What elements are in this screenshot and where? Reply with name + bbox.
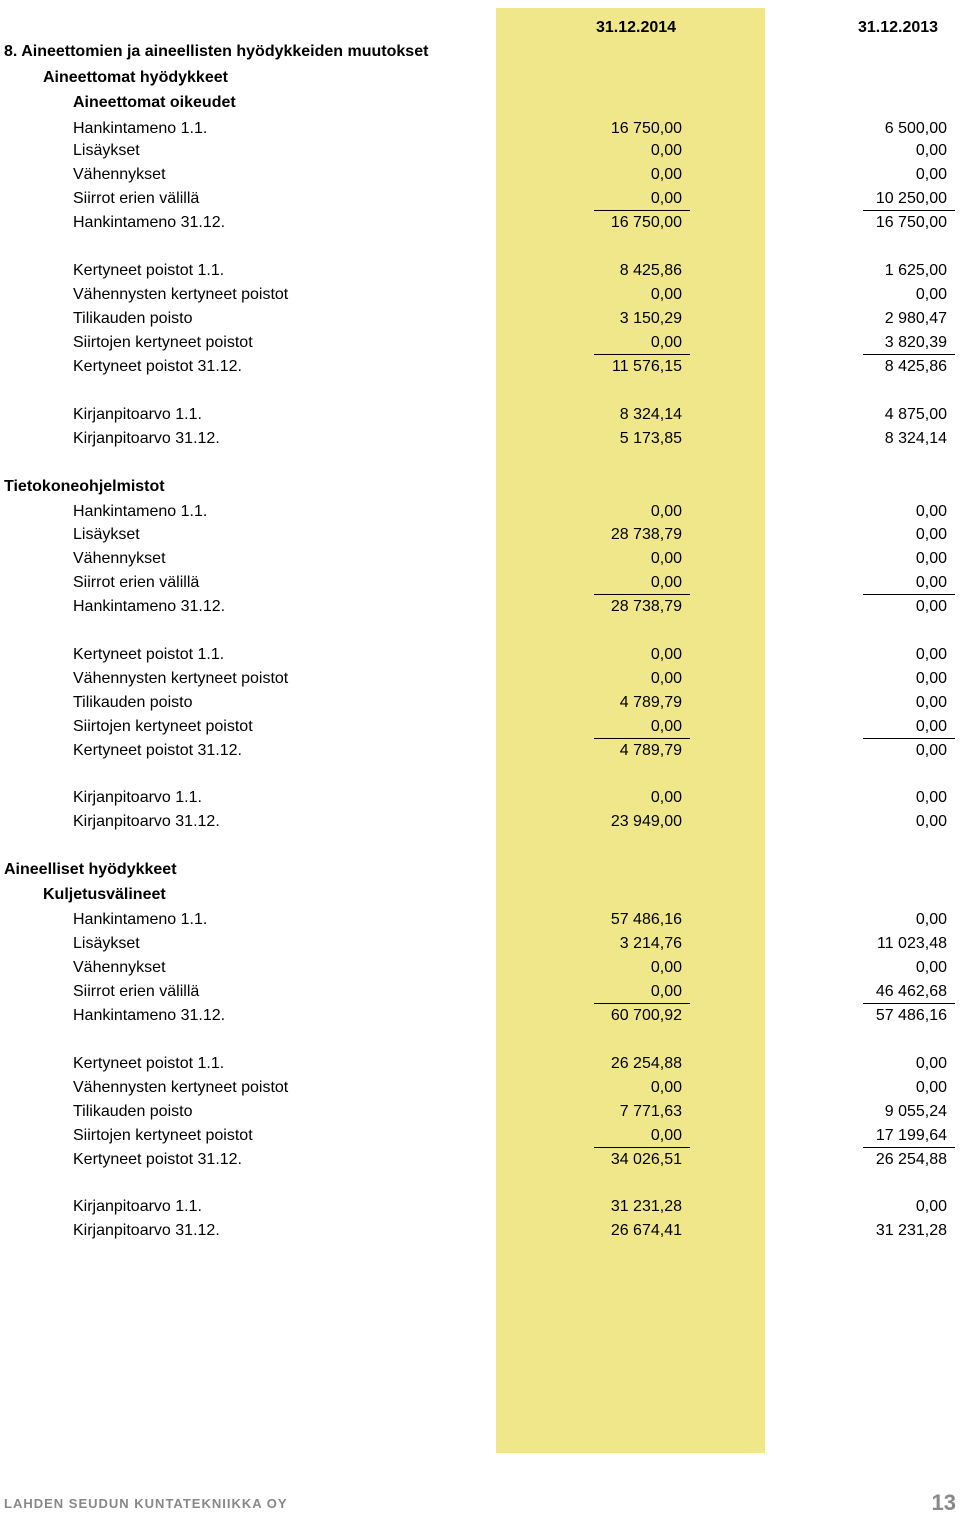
value-2014: 0,00 <box>650 670 682 687</box>
value-2014: 0,00 <box>650 959 682 976</box>
subtotal-rule-2013 <box>863 738 955 739</box>
value-2014: 7 771,63 <box>619 1103 682 1120</box>
row-label: Vähennysten kertyneet poistot <box>73 670 289 687</box>
subtotal-rule-2014 <box>594 210 690 211</box>
row-label: Siirtojen kertyneet poistot <box>73 718 253 735</box>
value-2014: 0,00 <box>650 1127 682 1144</box>
value-2013: 9 055,24 <box>884 1103 947 1120</box>
value-2013: 10 250,00 <box>875 190 947 207</box>
value-2014: 0,00 <box>650 550 682 567</box>
row-label: Kertyneet poistot 31.12. <box>73 742 242 759</box>
value-2014: 3 214,76 <box>619 935 682 952</box>
section-heading: Aineelliset hyödykkeet <box>4 861 177 878</box>
value-2014: 3 150,29 <box>619 310 682 327</box>
value-2013: 2 980,47 <box>884 310 947 327</box>
row-label: Lisäykset <box>73 142 140 159</box>
value-2014: 0,00 <box>650 718 682 735</box>
row-label: Kirjanpitoarvo 31.12. <box>73 1222 220 1239</box>
value-2014: 23 949,00 <box>610 813 682 830</box>
value-2014: 0,00 <box>650 503 682 520</box>
value-2013: 0,00 <box>915 1198 947 1215</box>
value-2014: 26 674,41 <box>610 1222 682 1239</box>
value-2013: 0,00 <box>915 742 947 759</box>
value-2013: 11 023,48 <box>877 935 947 952</box>
value-2014: 4 789,79 <box>619 694 682 711</box>
subtotal-rule-2013 <box>863 354 955 355</box>
value-2013: 0,00 <box>915 598 947 615</box>
row-label: Kertyneet poistot 31.12. <box>73 358 242 375</box>
note-title: 8. Aineettomien ja aineellisten hyödykkeiden muutokset <box>4 43 429 60</box>
row-label: Hankintameno 1.1. <box>73 503 208 520</box>
section-subheading: Aineettomat oikeudet <box>73 94 236 111</box>
value-2014: 0,00 <box>650 1079 682 1096</box>
value-2013: 0,00 <box>915 813 947 830</box>
row-label: Vähennykset <box>73 166 166 183</box>
value-2013: 0,00 <box>915 1055 947 1072</box>
footer-company-name: LAHDEN SEUDUN KUNTATEKNIIKKA OY <box>4 1496 288 1511</box>
value-2013: 0,00 <box>915 911 947 928</box>
column-header-2013: 31.12.2013 <box>858 19 939 36</box>
section-heading: Aineettomat hyödykkeet <box>43 69 228 86</box>
row-label: Siirrot erien välillä <box>73 983 200 1000</box>
value-2013: 0,00 <box>915 1079 947 1096</box>
value-2013: 0,00 <box>915 718 947 735</box>
value-2013: 16 750,00 <box>875 214 947 231</box>
value-2014: 16 750,00 <box>610 214 682 231</box>
value-2014: 28 738,79 <box>610 526 682 543</box>
column-header-2014: 31.12.2014 <box>596 19 677 36</box>
value-2013: 0,00 <box>915 166 947 183</box>
value-2013: 0,00 <box>915 959 947 976</box>
subtotal-rule-2013 <box>863 594 955 595</box>
row-label: Lisäykset <box>73 526 140 543</box>
value-2014: 34 026,51 <box>610 1151 682 1168</box>
value-2013: 0,00 <box>915 646 947 663</box>
value-2014: 57 486,16 <box>610 911 682 928</box>
row-label: Kertyneet poistot 1.1. <box>73 262 225 279</box>
row-label: Kirjanpitoarvo 1.1. <box>73 789 202 806</box>
subtotal-rule-2013 <box>863 210 955 211</box>
row-label: Hankintameno 1.1. <box>73 911 208 928</box>
row-label: Hankintameno 31.12. <box>73 1007 226 1024</box>
row-label: Vähennykset <box>73 550 166 567</box>
row-label: Tilikauden poisto <box>73 310 193 327</box>
value-2014: 5 173,85 <box>619 430 682 447</box>
row-label: Siirrot erien välillä <box>73 574 200 591</box>
value-2014: 0,00 <box>650 789 682 806</box>
value-2013: 0,00 <box>915 526 947 543</box>
subtotal-rule-2013 <box>863 1147 955 1148</box>
value-2014: 0,00 <box>650 166 682 183</box>
row-label: Kertyneet poistot 31.12. <box>73 1151 242 1168</box>
value-2013: 0,00 <box>915 142 947 159</box>
value-2013: 3 820,39 <box>884 334 947 351</box>
value-2013: 1 625,00 <box>884 262 947 279</box>
subtotal-rule-2014 <box>594 1003 690 1004</box>
value-2014: 0,00 <box>650 190 682 207</box>
row-label: Kirjanpitoarvo 1.1. <box>73 1198 202 1215</box>
value-2013: 46 462,68 <box>875 983 947 1000</box>
value-2014: 0,00 <box>650 646 682 663</box>
row-label: Siirtojen kertyneet poistot <box>73 334 253 351</box>
row-label: Lisäykset <box>73 935 140 952</box>
row-label: Vähennysten kertyneet poistot <box>73 286 289 303</box>
value-2014: 16 750,00 <box>610 120 682 137</box>
value-2013: 0,00 <box>915 694 947 711</box>
row-label: Siirtojen kertyneet poistot <box>73 1127 253 1144</box>
value-2014: 28 738,79 <box>610 598 682 615</box>
row-label: Kirjanpitoarvo 31.12. <box>73 813 220 830</box>
value-2014: 8 425,86 <box>619 262 682 279</box>
value-2014: 0,00 <box>650 286 682 303</box>
value-2014: 26 254,88 <box>610 1055 682 1072</box>
value-2014: 0,00 <box>650 142 682 159</box>
row-label: Tilikauden poisto <box>73 1103 193 1120</box>
row-label: Hankintameno 31.12. <box>73 598 226 615</box>
value-2014: 31 231,28 <box>610 1198 682 1215</box>
subtotal-rule-2014 <box>594 594 690 595</box>
subtotal-rule-2013 <box>863 1003 955 1004</box>
subtotal-rule-2014 <box>594 354 690 355</box>
value-2014: 8 324,14 <box>619 406 682 423</box>
row-label: Vähennysten kertyneet poistot <box>73 1079 289 1096</box>
value-2013: 8 425,86 <box>884 358 947 375</box>
value-2014: 0,00 <box>650 334 682 351</box>
value-2014: 60 700,92 <box>610 1007 682 1024</box>
row-label: Kirjanpitoarvo 1.1. <box>73 406 202 423</box>
value-2013: 26 254,88 <box>875 1151 947 1168</box>
value-2013: 0,00 <box>915 550 947 567</box>
value-2014: 0,00 <box>650 574 682 591</box>
row-label: Siirrot erien välillä <box>73 190 200 207</box>
value-2013: 0,00 <box>915 574 947 591</box>
value-2013: 0,00 <box>915 286 947 303</box>
value-2013: 6 500,00 <box>884 120 947 137</box>
value-2014: 4 789,79 <box>619 742 682 759</box>
value-2013: 0,00 <box>915 503 947 520</box>
row-label: Kirjanpitoarvo 31.12. <box>73 430 220 447</box>
row-label: Tilikauden poisto <box>73 694 193 711</box>
section-heading: Tietokoneohjelmistot <box>4 478 165 495</box>
value-2013: 17 199,64 <box>875 1127 947 1144</box>
row-label: Vähennykset <box>73 959 166 976</box>
subtotal-rule-2014 <box>594 738 690 739</box>
value-2014: 0,00 <box>650 983 682 1000</box>
value-2013: 57 486,16 <box>875 1007 947 1024</box>
row-label: Kertyneet poistot 1.1. <box>73 1055 225 1072</box>
page-number: 13 <box>931 1490 956 1515</box>
section-subheading: Kuljetusvälineet <box>43 886 166 903</box>
value-2013: 8 324,14 <box>884 430 947 447</box>
value-2013: 0,00 <box>915 789 947 806</box>
row-label: Hankintameno 1.1. <box>73 120 208 137</box>
subtotal-rule-2014 <box>594 1147 690 1148</box>
value-2013: 31 231,28 <box>875 1222 947 1239</box>
value-2014: 11 576,15 <box>612 358 682 375</box>
value-2013: 4 875,00 <box>884 406 947 423</box>
value-2013: 0,00 <box>915 670 947 687</box>
row-label: Hankintameno 31.12. <box>73 214 226 231</box>
row-label: Kertyneet poistot 1.1. <box>73 646 225 663</box>
